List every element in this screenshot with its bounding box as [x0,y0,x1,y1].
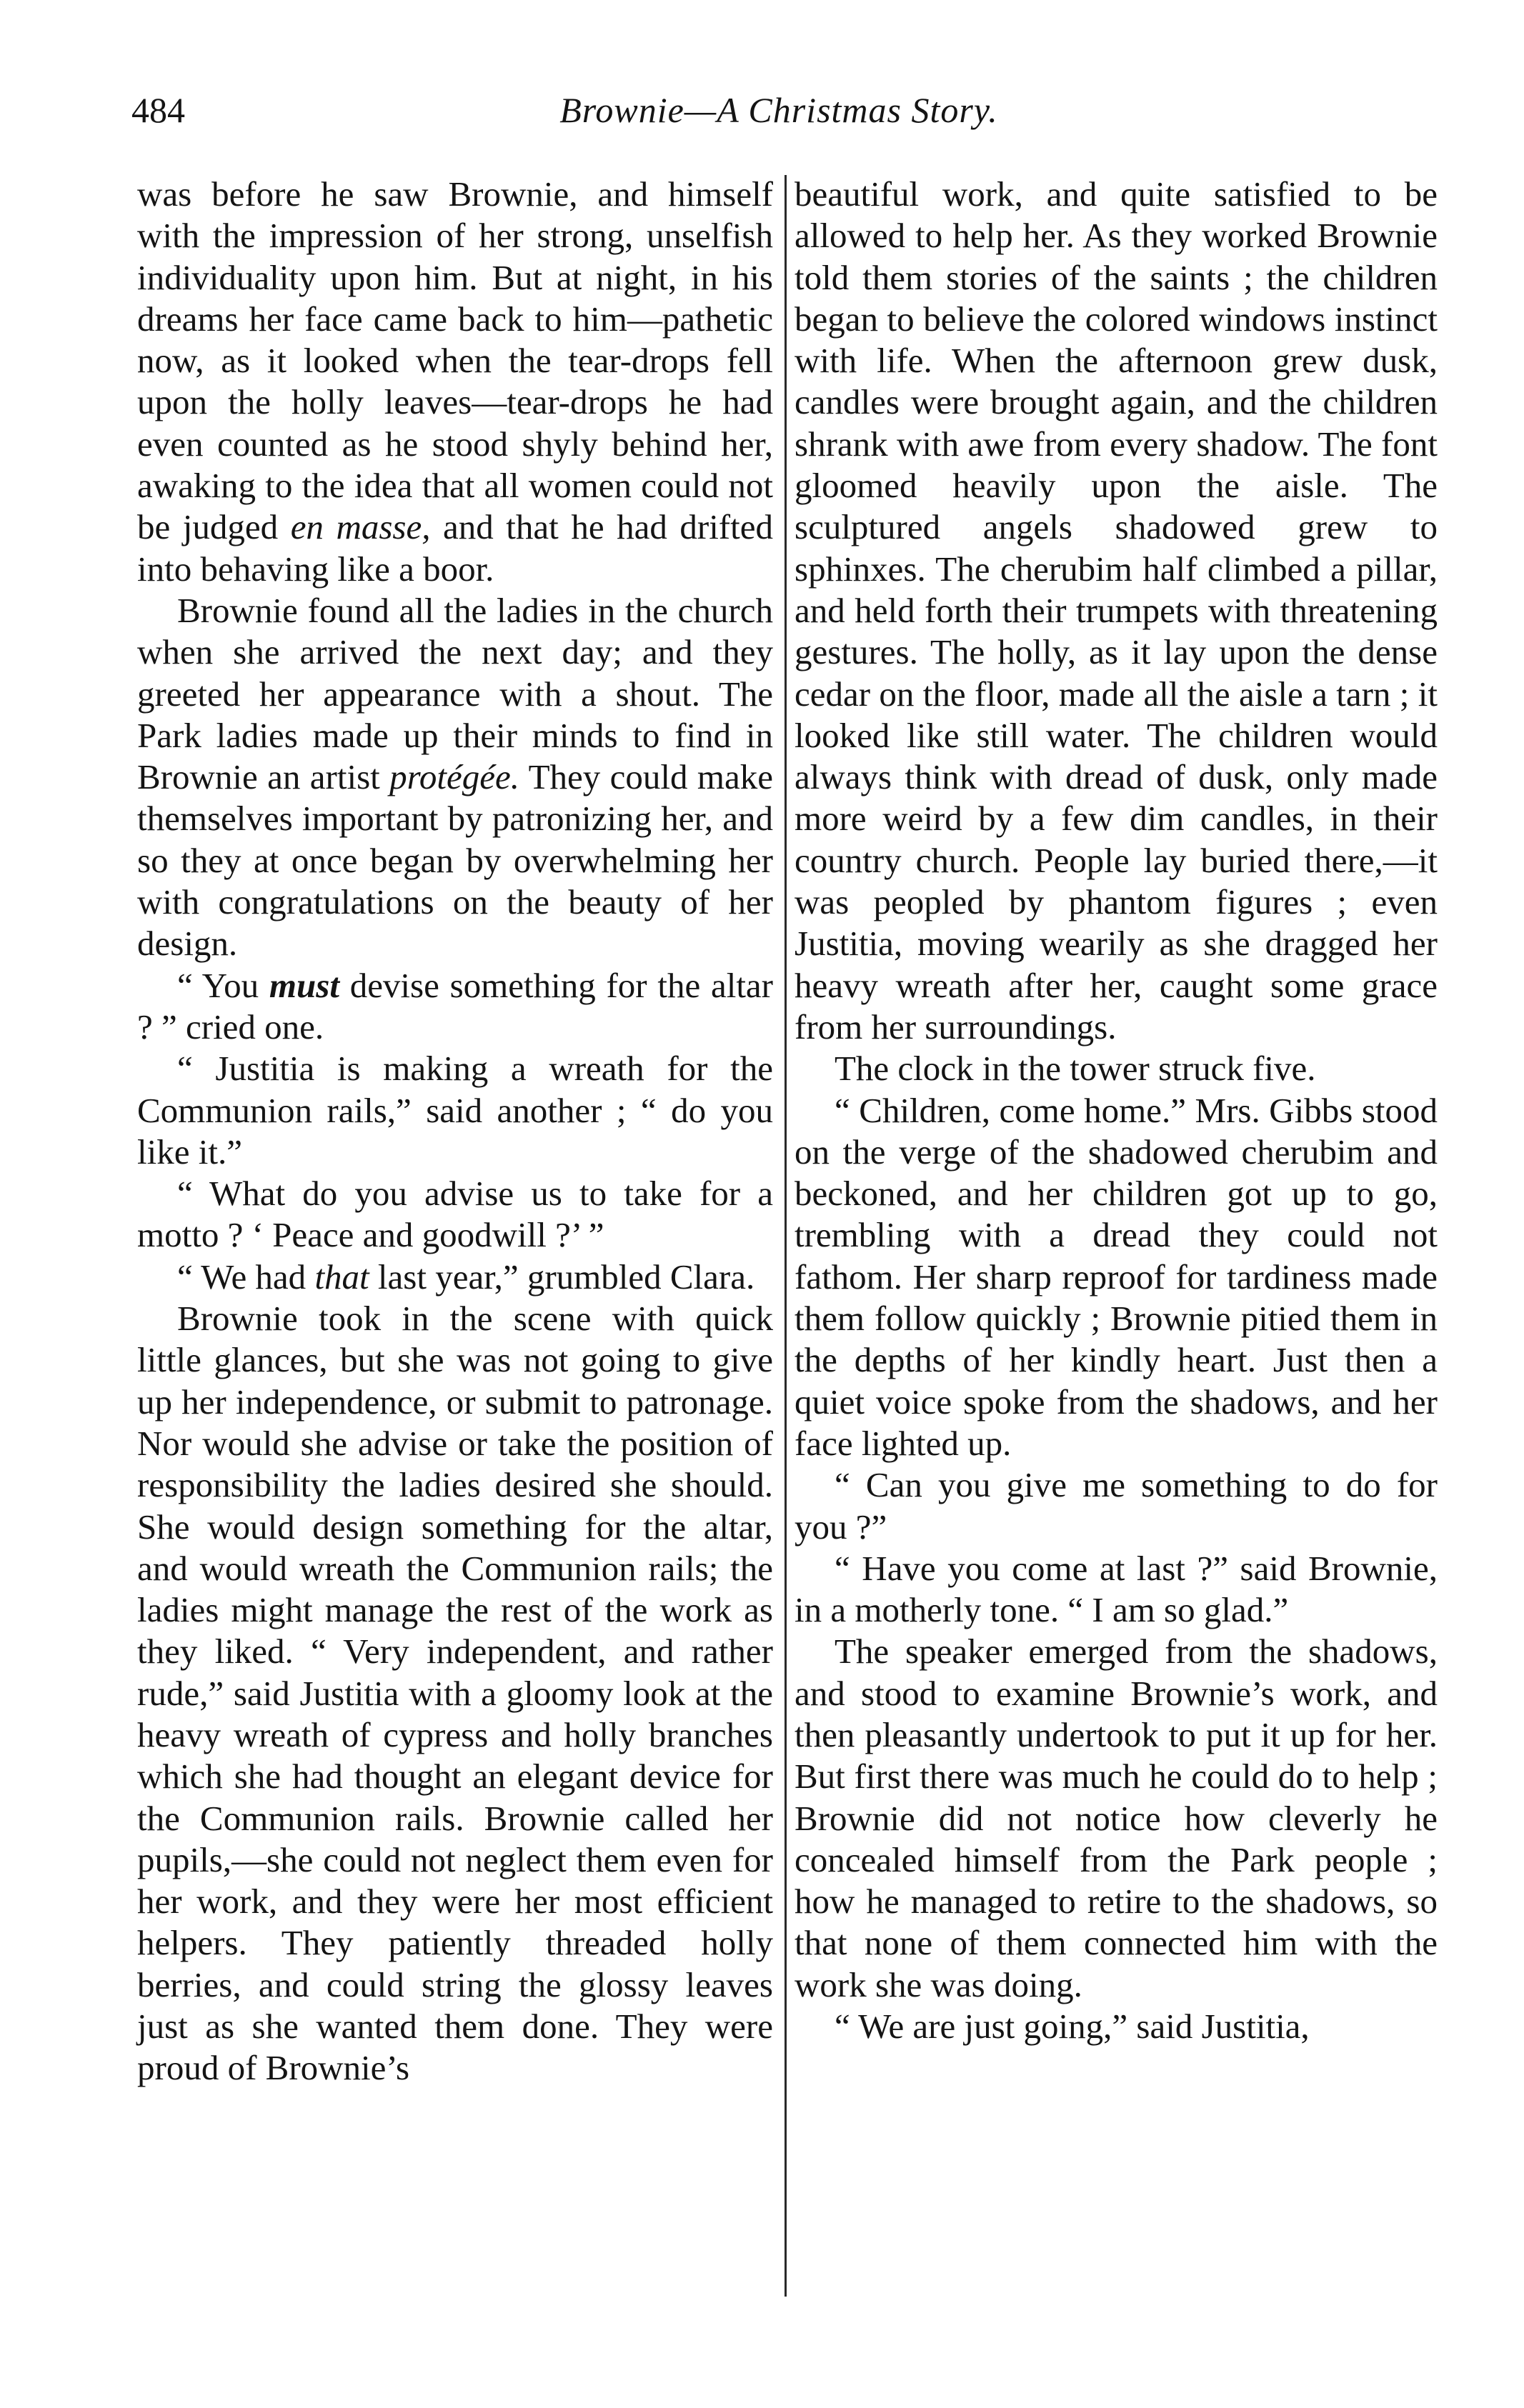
paragraph-text: “ You [177,965,259,1005]
paragraph-text: “ We had [177,1257,307,1297]
paragraph: “ What do you advise us to take for a motto ? ‘ Peace and goodwill ?’ ” [137,1174,773,1255]
italic-phrase: must [269,965,339,1005]
column-divider [785,175,787,2297]
paragraph-text: last year,” grumbled Clara. [377,1257,755,1297]
italic-phrase: protégée. [389,757,520,797]
paragraph-text: and that he had drifted into behaving like a boor. [137,507,773,589]
paragraph [137,965,773,1049]
paragraph-text: Brownie found all the ladies in the church when she arrived the next day; and they greeted her appearance with a shout. The Park ladies made up their minds to find in Brownie an artist [137,590,773,797]
italic-phrase: that [314,1257,369,1297]
paragraph: The speaker emerged from the shadows, and stood to examine Brownie’s work, and then pleasantly undertook to put it up for her. But first there was much he could do to help ; Brownie did not notice how cleverly he concealed himself from the Park people ; how he managed to retire to the shadows, so that none of them connected him with the work she was doing. [795,1632,1438,2004]
paragraph: “ Justitia is making a wreath for the Communion rails,” said another ; “ do you like it.” [137,1049,773,1171]
paragraph: The clock in the tower struck five. [835,1049,1316,1089]
running-title: Brownie—A Christmas Story. [559,90,998,130]
paragraph-text: They could make themselves important by patronizing her, and so they at once began by overwhelming her with congratulations on the beauty of her design. [137,757,774,964]
left-column [137,174,773,2089]
paragraph: “ Have you come at last ?” said Brownie, in a motherly tone. “ I am so glad.” [795,1548,1438,1630]
paragraph: “ Can you give me something to do for you ?” [795,1465,1438,1547]
paragraph-text: devise something for the altar ? ” cried one. [137,965,773,1046]
paragraph: Brownie took in the scene with quick little glances, but she was not going to give up her independence, or submit to patronage. Nor would she advise or take the position of responsibility the ladies desired she should. She would design something for the altar, and would wreath the Communion rails; the ladies might manage the rest of the work as they liked. “ Very independent, and rather rude,” said Justitia with a gloomy look at the heavy wreath of cypress and holly branches which she had thought an elegant device for the Communion rails. Brownie called her pupils,—she could not neglect them even for her work, and they were her most efficient helpers. They patiently threaded holly berries, and could string the glossy leaves just as she wanted them done. They were proud of Brownie’s [137,1299,773,2088]
paragraph-text: was before he saw Brownie, and himself with the impression of her strong, unselfish individuality upon him. But at night, in his dreams her face came back to him—pathetic now, as it looked when the tear-drops fell upon the holly leaves—tear-drops he had even counted as he stood shyly behind her, awaking to the idea that all women could not be judged [137,174,773,547]
paragraph: “ Children, come home.” Mrs. Gibbs stood on the verge of the shadowed cherubim and beckoned, and her children got up to go, trembling with a dread they could not fathom. Her sharp reproof for tardiness made them follow quickly ; Brownie pitied them in the depths of her kindly heart. Just then a quiet voice spoke from the shadows, and her face lighted up. [795,1090,1438,1463]
paragraph: “ We are just going,” said Justitia, [835,2007,1310,2047]
right-column [795,174,1438,2047]
paragraph: beautiful work, and quite satisfied to be allowed to help her. As they worked Brownie told them stories of the saints ; the children began to believe the colored windows instinct with life. When the afternoon grew dusk, candles were brought again, and the children shrank with awe from every shadow. The font gloomed heavily upon the aisle. The sculptured angels shadowed grew to sphinxes. The cherubim half climbed a pillar, and held forth their trumpets with threatening gestures. The holly, as it lay upon the dense cedar on the floor, made all the aisle a tarn ; it looked like still water. The children would always think with dread of dusk, only made more weird by a few dim candles, in their country church. People lay buried there,—it was peopled by phantom figures ; even Justitia, moving wearily as she dragged her heavy wreath after her, caught some grace from her surroundings. [795,174,1438,1046]
paragraph [137,590,773,965]
page-number: 484 [131,90,185,130]
paragraph [137,174,773,590]
italic-phrase: en masse, [290,507,431,547]
paragraph [137,1257,773,1298]
